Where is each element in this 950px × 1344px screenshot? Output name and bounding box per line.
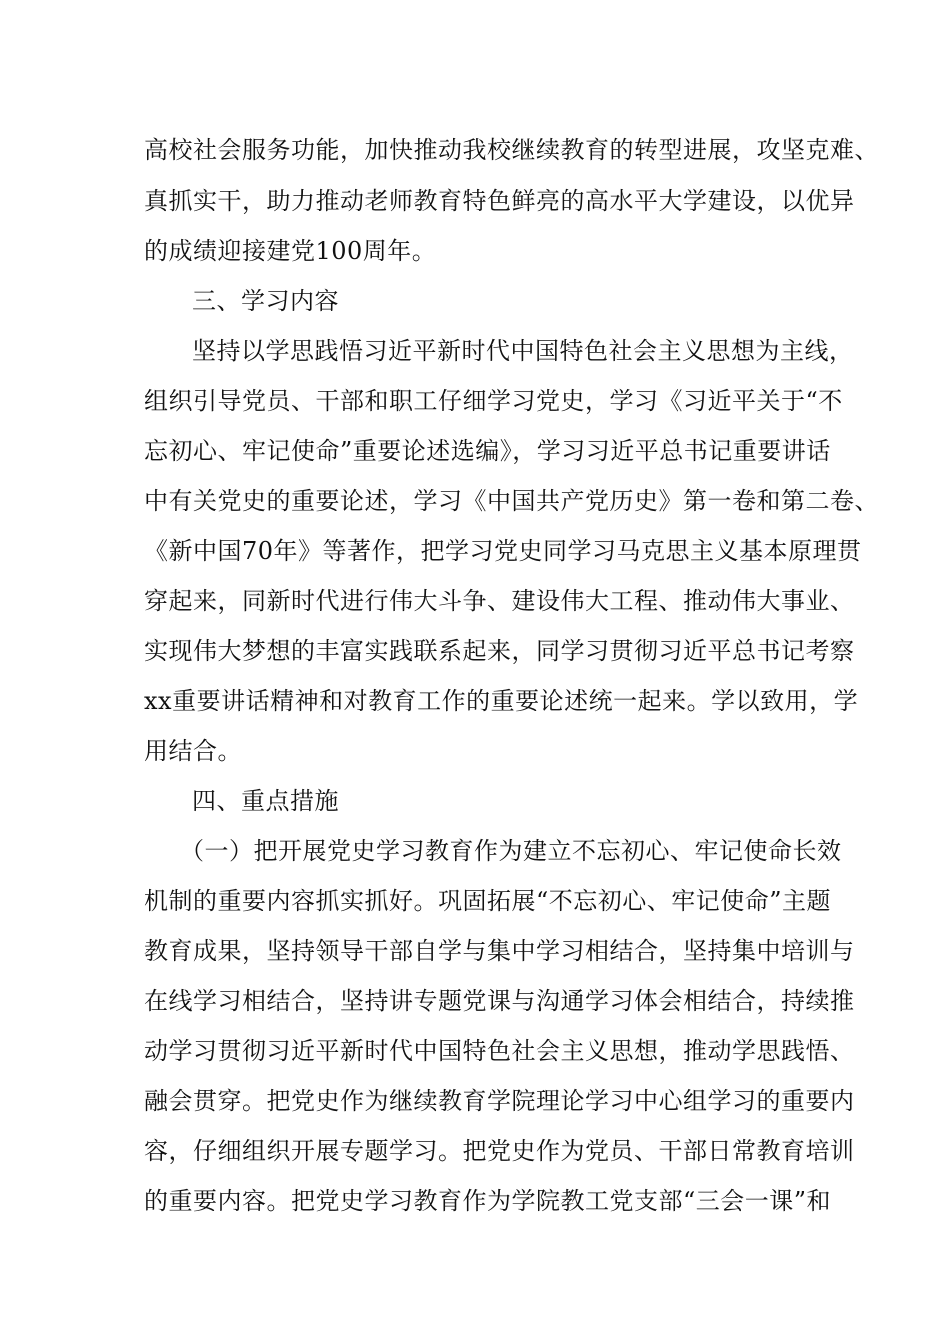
text-line: 真抓实干，助力推动老师教育特色鲜亮的高水平大学建设，以优异 bbox=[144, 187, 855, 215]
section-heading: 三、学习内容 bbox=[192, 287, 339, 315]
text-line: 教育成果，坚持领导干部自学与集中学习相结合，坚持集中培训与 bbox=[144, 937, 855, 965]
text-line: 《新中国70年》等著作，把学习党史同学习马克思主义基本原理贯 bbox=[144, 537, 862, 565]
text-line: 忘初心、牢记使命”重要论述选编》，学习习近平总书记重要讲话 bbox=[144, 437, 831, 465]
text-line: 高校社会服务功能，加快推动我校继续教育的转型进展，攻坚克难、 bbox=[144, 136, 879, 164]
text-line: 实现伟大梦想的丰富实践联系起来，同学习贯彻习近平总书记考察 bbox=[144, 637, 855, 665]
text-line: 容，仔细组织开展专题学习。把党史作为党员、干部日常教育培训 bbox=[144, 1137, 855, 1165]
text-line: 在线学习相结合，坚持讲专题党课与沟通学习体会相结合，持续推 bbox=[144, 987, 855, 1015]
text-line: 穿起来，同新时代进行伟大斗争、建设伟大工程、推动伟大事业、 bbox=[144, 587, 855, 615]
text-line: 组织引导党员、干部和职工仔细学习党史，学习《习近平关于“不 bbox=[144, 387, 843, 415]
section-heading: 四、重点措施 bbox=[192, 787, 339, 815]
text-line: 融会贯穿。把党史作为继续教育学院理论学习中心组学习的重要内 bbox=[144, 1087, 855, 1115]
text-line: 机制的重要内容抓实抓好。巩固拓展“不忘初心、牢记使命”主题 bbox=[144, 887, 832, 915]
text-line: 的成绩迎接建党100周年。 bbox=[144, 237, 437, 265]
text-line: xx重要讲话精神和对教育工作的重要论述统一起来。学以致用，学 bbox=[144, 687, 859, 715]
text-line: 坚持以学思践悟习近平新时代中国特色社会主义思想为主线， bbox=[192, 337, 854, 365]
text-line: （一）把开展党史学习教育作为建立不忘初心、牢记使命长效 bbox=[180, 837, 842, 865]
text-line: 动学习贯彻习近平新时代中国特色社会主义思想，推动学思践悟、 bbox=[144, 1037, 855, 1065]
text-line: 中有关党史的重要论述，学习《中国共产党历史》第一卷和第二卷、 bbox=[144, 487, 879, 515]
text-line: 用结合。 bbox=[144, 737, 242, 765]
text-line: 的重要内容。把党史学习教育作为学院教工党支部“三会一课”和 bbox=[144, 1187, 832, 1215]
